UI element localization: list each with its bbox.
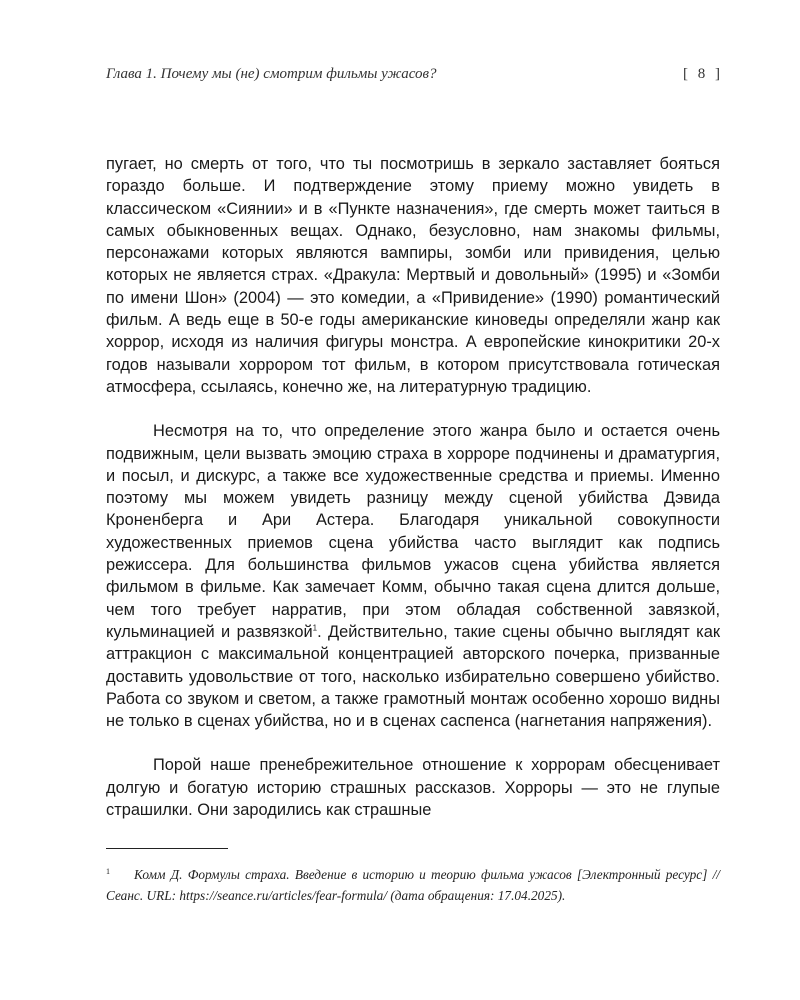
paragraph-3: Порой наше пренебрежительное отношение к хоррорам обесценивает долгую и богатую историю страшных рассказов. Хорроры — это не глупые страшилки. Они зародились как страшные bbox=[106, 756, 720, 820]
chapter-title: Глава 1. Почему мы (не) смотрим фильмы ужасов? bbox=[106, 66, 437, 82]
footnote: 1 Комм Д. Формулы страха. Введение в историю и теорию фильма ужасов [Электронный ресурс] // Сеанс. URL: https://seance.ru/articles/fear-formula/ (дата обращения: 17.04.2025). bbox=[106, 866, 720, 903]
paragraph-1: пугает, но смерть от того, что ты посмотришь в зеркало заставляет бояться гораздо больше. И подтверждение этому приему можно увидеть в классическом «Сиянии» и в «Пункте назначения», где смерть может таиться в самых обыкновенных вещах. Однако, безусловно, нам знакомы фильмы, персонажами которых являются вампиры, зомби или привидения, целью которых не является страх. «Дракула: Мертвый и довольный» (1995) и «Зомби по имени Шон» (2004) — это комедии, а «Привидение» (1990) романтический фильм. А ведь еще в 50-е годы американские киноведы определяли жанр как хоррор, исходя из наличия фигуры монстра. А европейские кинокритики 20-х годов называли хоррором тот фильм, в котором присутствовала готическая атмосфера, ссылаясь, конечно же, на литературную традицию. bbox=[106, 155, 720, 396]
paragraph-2-text-after: . Действительно, такие сцены обычно выглядят как аттракцион с максимальной концентрацией авторского почерка, призванные доставить удовольствие от того, насколько избирательно совершено убийство. Работа со звуком и светом, а также грамотный монтаж особенно хорошо видны не только в сценах убийства, но и в сценах саспенса (нагнетания напряжения). bbox=[106, 622, 720, 731]
main-text bbox=[106, 153, 720, 821]
paragraph-2-text-before: Несмотря на то, что определение этого жанра было и остается очень подвижным, цели вызвать эмоцию страха в хорроре подчинены и драматургия, и посыл, и дискурс, а также все художественные средства и приемы. Именно поэтому мы можем увидеть разницу между сценой убийства Дэвида Кроненберга и Ари Астера. Благодаря уникальной совокупности художественных приемов сцена убийства часто выглядит как подпись режиссера. Для большинства фильмов ужасов сцена убийства является фильмом в фильме. Как замечает Комм, обычно такая сцена длится дольше, чем того требует нарратив, при этом обладая собственной завязкой, кульминацией и развязкой bbox=[106, 422, 720, 641]
footnote-separator bbox=[106, 848, 228, 849]
running-header bbox=[106, 66, 720, 92]
footnote-text: Комм Д. Формулы страха. Введение в историю и теорию фильма ужасов [Электронный ресурс] // Сеанс. URL: https://seance.ru/articles/fear-formula/ (дата обращения: 17.04.2025). bbox=[106, 867, 720, 903]
page-number: [ 8 ] bbox=[683, 66, 720, 82]
paragraph-2 bbox=[106, 420, 720, 732]
footnote-reference[interactable]: 1 bbox=[312, 623, 318, 633]
